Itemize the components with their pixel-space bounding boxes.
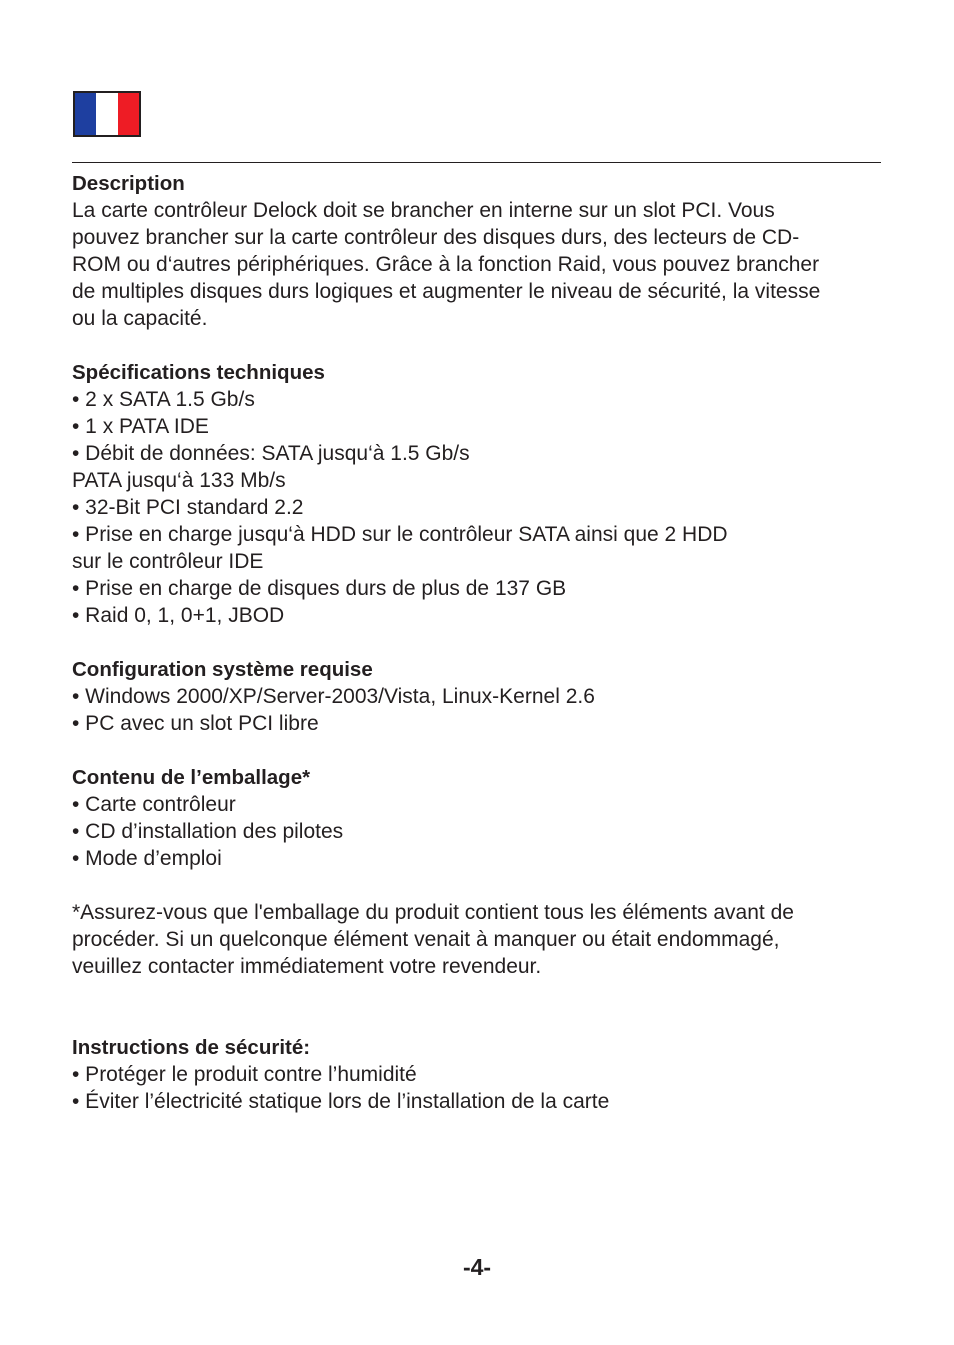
list-item: • CD d’installation des pilotes [72, 820, 344, 843]
safety-heading: Instructions de sécurité: [72, 1036, 311, 1059]
list-item: • Prise en charge jusqu‘à HDD sur le contrôleur SATA ainsi que 2 HDD [72, 523, 728, 546]
description-section [72, 170, 882, 332]
header-divider [72, 162, 881, 163]
list-item: • Mode d’emploi [72, 847, 222, 870]
note-section [72, 899, 882, 980]
spacer [72, 737, 882, 764]
note-line: procéder. Si un quelconque élément venait à manquer ou était endommagé, [72, 928, 780, 951]
description-line: de multiples disques durs logiques et augmenter le niveau de sécurité, la vitesse [72, 280, 821, 303]
list-item: • 2 x SATA 1.5 Gb/s [72, 388, 255, 411]
description-heading: Description [72, 172, 185, 195]
requirements-heading: Configuration système requise [72, 658, 373, 681]
spacer [72, 872, 882, 899]
list-item: • Protéger le produit contre l’humidité [72, 1063, 417, 1086]
specs-list [72, 386, 882, 629]
french-flag-icon [73, 91, 141, 137]
requirements-section [72, 656, 882, 737]
flag-red-stripe [118, 93, 139, 135]
description-line: pouvez brancher sur la carte contrôleur des disques durs, des lecteurs de CD- [72, 226, 800, 249]
list-item: • Windows 2000/XP/Server-2003/Vista, Linux-Kernel 2.6 [72, 685, 595, 708]
safety-section [72, 1034, 882, 1115]
document-body [72, 170, 882, 1115]
list-item-continuation: sur le contrôleur IDE [72, 550, 264, 573]
spacer [72, 629, 882, 656]
list-item: • 1 x PATA IDE [72, 415, 209, 438]
description-line: ou la capacité. [72, 307, 208, 330]
description-line: La carte contrôleur Delock doit se brancher en interne sur un slot PCI. Vous [72, 199, 775, 222]
note-line: *Assurez-vous que l'emballage du produit contient tous les éléments avant de [72, 901, 794, 924]
flag-white-stripe [96, 93, 117, 135]
package-heading: Contenu de l’emballage* [72, 766, 311, 789]
list-item: • Éviter l’électricité statique lors de l’installation de la carte [72, 1090, 610, 1113]
package-list [72, 791, 882, 872]
spacer [72, 332, 882, 359]
page-number: -4- [462, 1254, 492, 1280]
requirements-list [72, 683, 882, 737]
safety-list [72, 1061, 882, 1115]
list-item: • PC avec un slot PCI libre [72, 712, 319, 735]
list-item: • Carte contrôleur [72, 793, 236, 816]
specs-section [72, 359, 882, 629]
description-line: ROM ou d‘autres périphériques. Grâce à la fonction Raid, vous pouvez brancher [72, 253, 820, 276]
specs-heading: Spécifications techniques [72, 361, 325, 384]
flag-blue-stripe [75, 93, 96, 135]
list-item: • Débit de données: SATA jusqu‘à 1.5 Gb/s [72, 442, 470, 465]
spacer [72, 980, 882, 1034]
list-item-continuation: PATA jusqu‘à 133 Mb/s [72, 469, 286, 492]
note-line: veuillez contacter immédiatement votre revendeur. [72, 955, 542, 978]
list-item: • Raid 0, 1, 0+1, JBOD [72, 604, 285, 627]
list-item: • Prise en charge de disques durs de plus de 137 GB [72, 577, 567, 600]
list-item: • 32-Bit PCI standard 2.2 [72, 496, 304, 519]
package-section [72, 764, 882, 872]
